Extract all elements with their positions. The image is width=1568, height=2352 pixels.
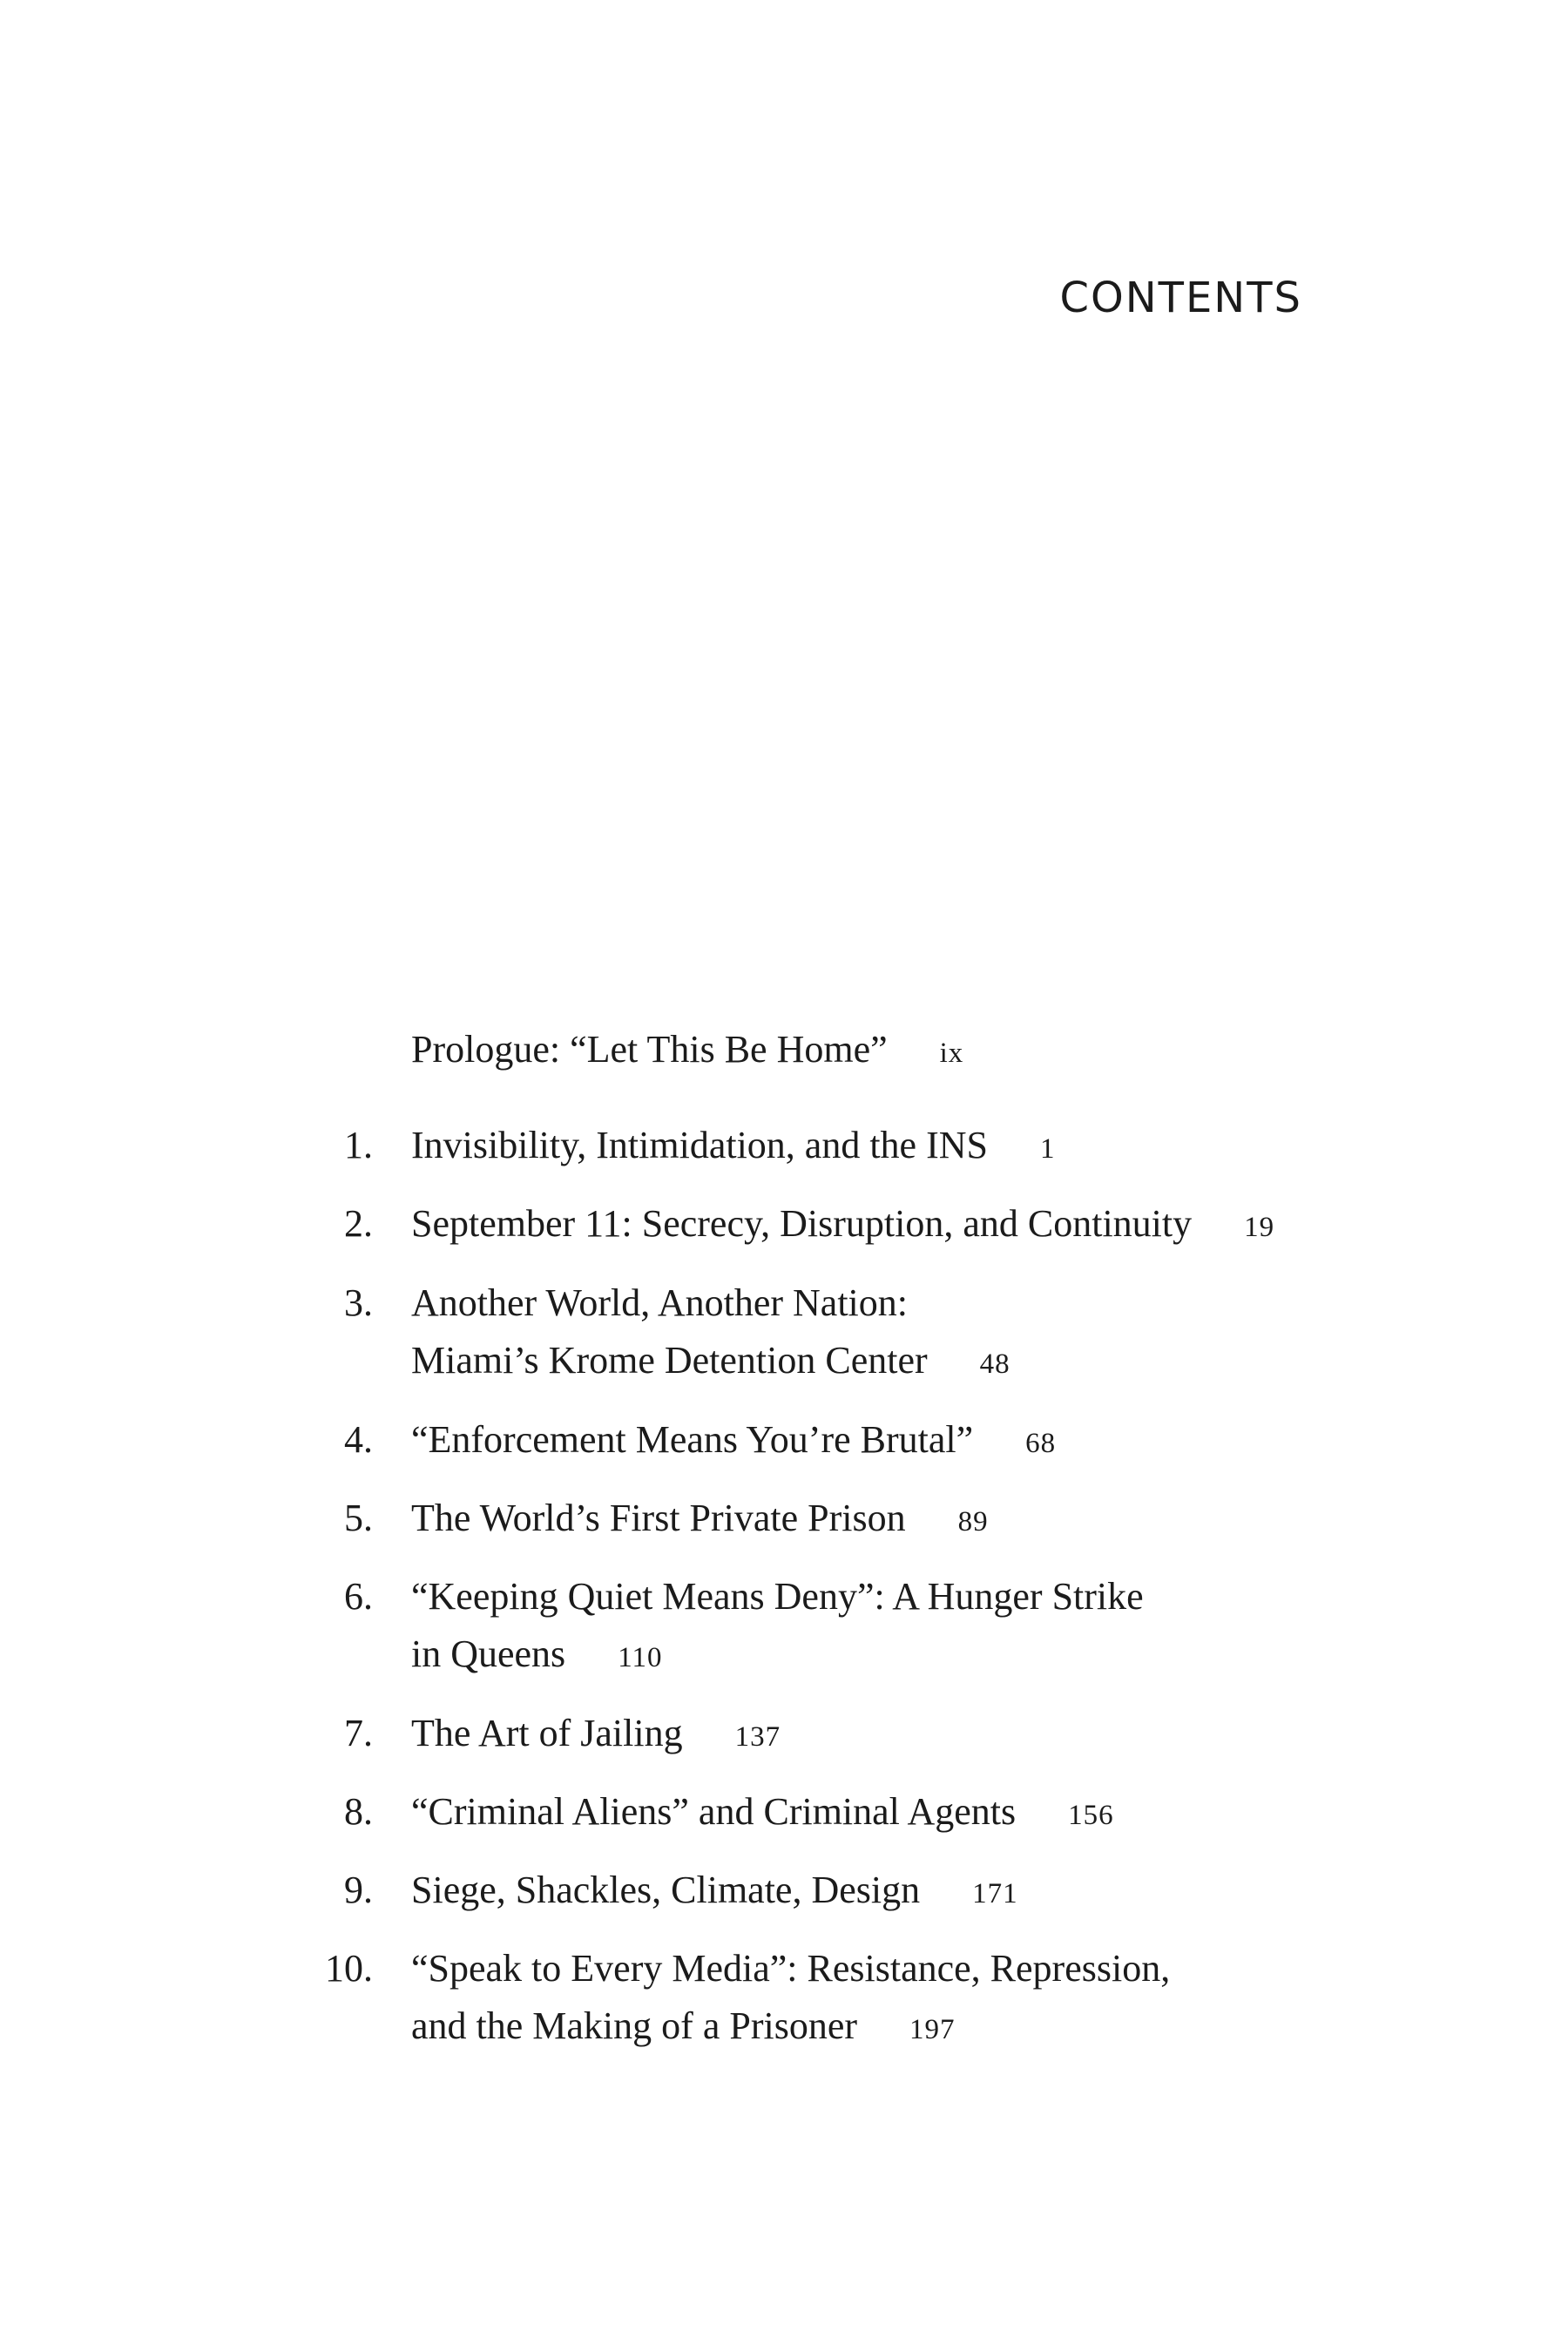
chapter-title-line [411, 1117, 1282, 1178]
chapter-title-line [411, 1490, 1282, 1551]
chapter-title-continued: Miami’s Krome Detention Center [411, 1339, 928, 1382]
chapter-number: 4. [344, 1418, 373, 1461]
chapter-title-line [411, 1021, 1282, 1082]
chapter-title: Siege, Shackles, Climate, Design [411, 1869, 921, 1911]
page-number: 137 [734, 1721, 781, 1753]
page-number: 110 [618, 1642, 663, 1673]
page-number: 19 [1244, 1212, 1275, 1243]
page-title: CONTENTS [1059, 274, 1302, 322]
chapter-title: September 11: Secrecy, Disruption, and Continuity [411, 1202, 1193, 1245]
chapter-number: 5. [344, 1497, 373, 1539]
chapter-title: The Art of Jailing [411, 1712, 683, 1754]
chapter-number: 10. [325, 1947, 373, 1990]
page-number: 48 [979, 1348, 1010, 1380]
chapter-title-continued: in Queens [411, 1632, 566, 1675]
chapter-title-continued: and the Making of a Prisoner [411, 2004, 857, 2047]
chapter-title: “Keeping Quiet Means Deny”: A Hunger Strike [411, 1575, 1144, 1618]
page-number: 1 [1039, 1133, 1056, 1165]
chapter-title: “Enforcement Means You’re Brutal” [411, 1418, 974, 1461]
chapter-title: “Speak to Every Media”: Resistance, Repression, [411, 1947, 1171, 1990]
chapter-title: Invisibility, Intimidation, and the INS [411, 1124, 988, 1166]
page-number: 68 [1025, 1428, 1057, 1459]
page-number: 171 [972, 1878, 1018, 1909]
chapter-title: The World’s First Private Prison [411, 1497, 906, 1539]
chapter-title-line [411, 1195, 1282, 1256]
chapter-title: Another World, Another Nation: [411, 1281, 909, 1324]
page-number: 89 [957, 1506, 989, 1538]
page-number: 197 [909, 2014, 956, 2045]
chapter-number: 2. [344, 1202, 373, 1245]
chapter-title-line [411, 1625, 1282, 1686]
page-number: ix [939, 1037, 964, 1069]
chapter-number: 9. [344, 1869, 373, 1911]
chapter-title-line [411, 1783, 1282, 1844]
chapter-title-line [411, 1705, 1282, 1766]
chapter-title-line [411, 1332, 1282, 1393]
chapter-number: 7. [344, 1712, 373, 1754]
chapter-number: 6. [344, 1575, 373, 1618]
chapter-number: 1. [344, 1124, 373, 1166]
chapter-title: “Criminal Aliens” and Criminal Agents [411, 1790, 1017, 1833]
chapter-title-line [411, 1997, 1282, 2058]
chapter-number: 8. [344, 1790, 373, 1833]
chapter-number: 3. [344, 1281, 373, 1324]
chapter-title-line [411, 1411, 1282, 1472]
chapter-title-line [411, 1862, 1282, 1923]
chapter-title: Prologue: “Let This Be Home” [411, 1028, 888, 1071]
page-number: 156 [1068, 1800, 1114, 1831]
